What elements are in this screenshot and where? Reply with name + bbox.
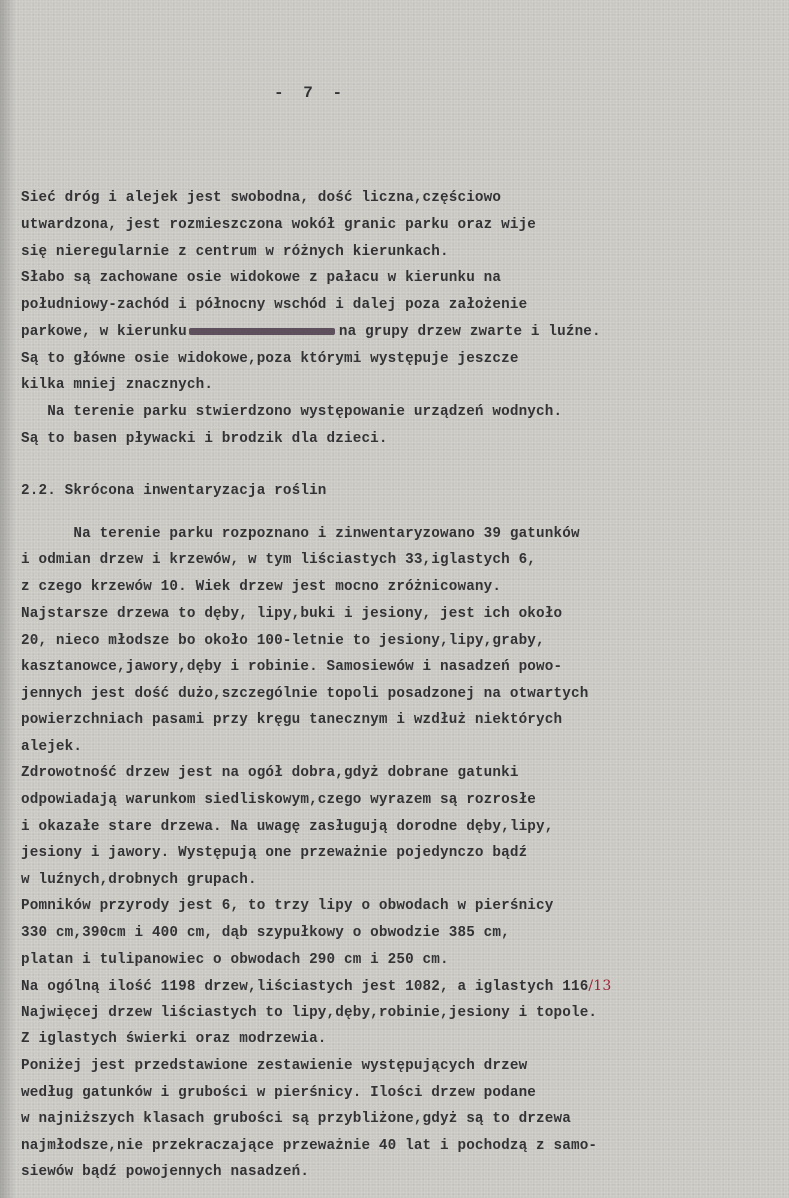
text-line: powierzchniach pasami przy kręgu tanecznym i wzdłuż niektórych (21, 712, 563, 728)
text-line: jennych jest dość dużo,szczególnie topoli posadzonej na otwartych (21, 686, 589, 702)
text-line: Najwięcej drzew liściastych to lipy,dęby,robinie,jesiony i topole. (21, 1005, 598, 1021)
text-line: najmłodsze,nie przekraczające przeważnie 40 lat i pochodzą z samo- (21, 1138, 598, 1154)
text-line: utwardzona, jest rozmieszczona wokół granic parku oraz wije (21, 217, 537, 233)
text-line-with-strikeout (21, 325, 601, 339)
text-line: Z iglastych świerki oraz modrzewia. (21, 1031, 327, 1047)
text-line: Zdrowotność drzew jest na ogół dobra,gdyż dobrane gatunki (21, 765, 519, 781)
text-line: jesiony i jawory. Występują one przeważnie pojedynczo bądź (21, 845, 528, 861)
text-line: Pomników przyrody jest 6, to trzy lipy o obwodach w pierśnicy (21, 898, 554, 914)
text-line: odpowiadają warunkom siedliskowym,czego wyrazem są rozrosłe (21, 792, 537, 808)
text-line: Słabo są zachowane osie widokowe z pałacu w kierunku na (21, 270, 502, 286)
text-line: Na terenie parku stwierdzono występowanie urządzeń wodnych. (21, 404, 563, 420)
text-line: w luźnych,drobnych grupach. (21, 872, 257, 888)
text-line: Są to basen pływacki i brodzik dla dzieci. (21, 431, 388, 447)
text-line: i okazałe stare drzewa. Na uwagę zasługują dorodne dęby,lipy, (21, 819, 554, 835)
text-line: w najniższych klasach grubości są przybliżone,gdyż są to drzewa (21, 1111, 571, 1127)
handwritten-correction: /13 (588, 978, 612, 994)
page-number: - 7 - (274, 84, 343, 102)
section-heading: 2.2. Skrócona inwentaryzacja roślin (21, 483, 327, 499)
text-line: z czego krzewów 10. Wiek drzew jest mocno zróżnicowany. (21, 579, 502, 595)
text-line-with-correction (21, 979, 611, 994)
text-line: kasztanowce,jawory,dęby i robinie. Samosiewów i nasadzeń powo- (21, 659, 563, 675)
text-segment: parkowe, w kierunku (21, 324, 187, 340)
text-line: 330 cm,390cm i 400 cm, dąb szypułkowy o obwodzie 385 cm, (21, 925, 510, 941)
text-line: alejek. (21, 739, 83, 755)
text-line: 20, nieco młodsze bo około 100-letnie to jesiony,lipy,graby, (21, 633, 545, 649)
text-line: się nieregularnie z centrum w różnych kierunkach. (21, 244, 449, 260)
text-line: i odmian drzew i krzewów, w tym liściastych 33,iglastych 6, (21, 552, 537, 568)
text-line: Na terenie parku rozpoznano i zinwentaryzowano 39 gatunków (21, 526, 580, 542)
text-segment: na grupy drzew zwarte i luźne. (338, 324, 601, 340)
text-line: platan i tulipanowiec o obwodach 290 cm i 250 cm. (21, 952, 449, 968)
text-segment: Na ogólną ilość 1198 drzew,liściastych jest 1082, a iglastych 116 (21, 979, 589, 995)
text-line: Najstarsze drzewa to dęby, lipy,buki i jesiony, jest ich około (21, 606, 563, 622)
text-line: kilka mniej znacznych. (21, 377, 214, 393)
text-line: Poniżej jest przedstawione zestawienie występujących drzew (21, 1058, 528, 1074)
text-line: Sieć dróg i alejek jest swobodna, dość liczna,częściowo (21, 190, 502, 206)
struck-out-word (189, 328, 335, 335)
text-line: Są to główne osie widokowe,poza którymi występuje jeszcze (21, 351, 519, 367)
text-line: siewów bądź powojennych nasadzeń. (21, 1164, 310, 1180)
text-line: według gatunków i grubości w pierśnicy. Ilości drzew podane (21, 1085, 537, 1101)
scan-edge-shadow (0, 0, 16, 1198)
text-line: południowy-zachód i północny wschód i dalej poza założenie (21, 297, 528, 313)
